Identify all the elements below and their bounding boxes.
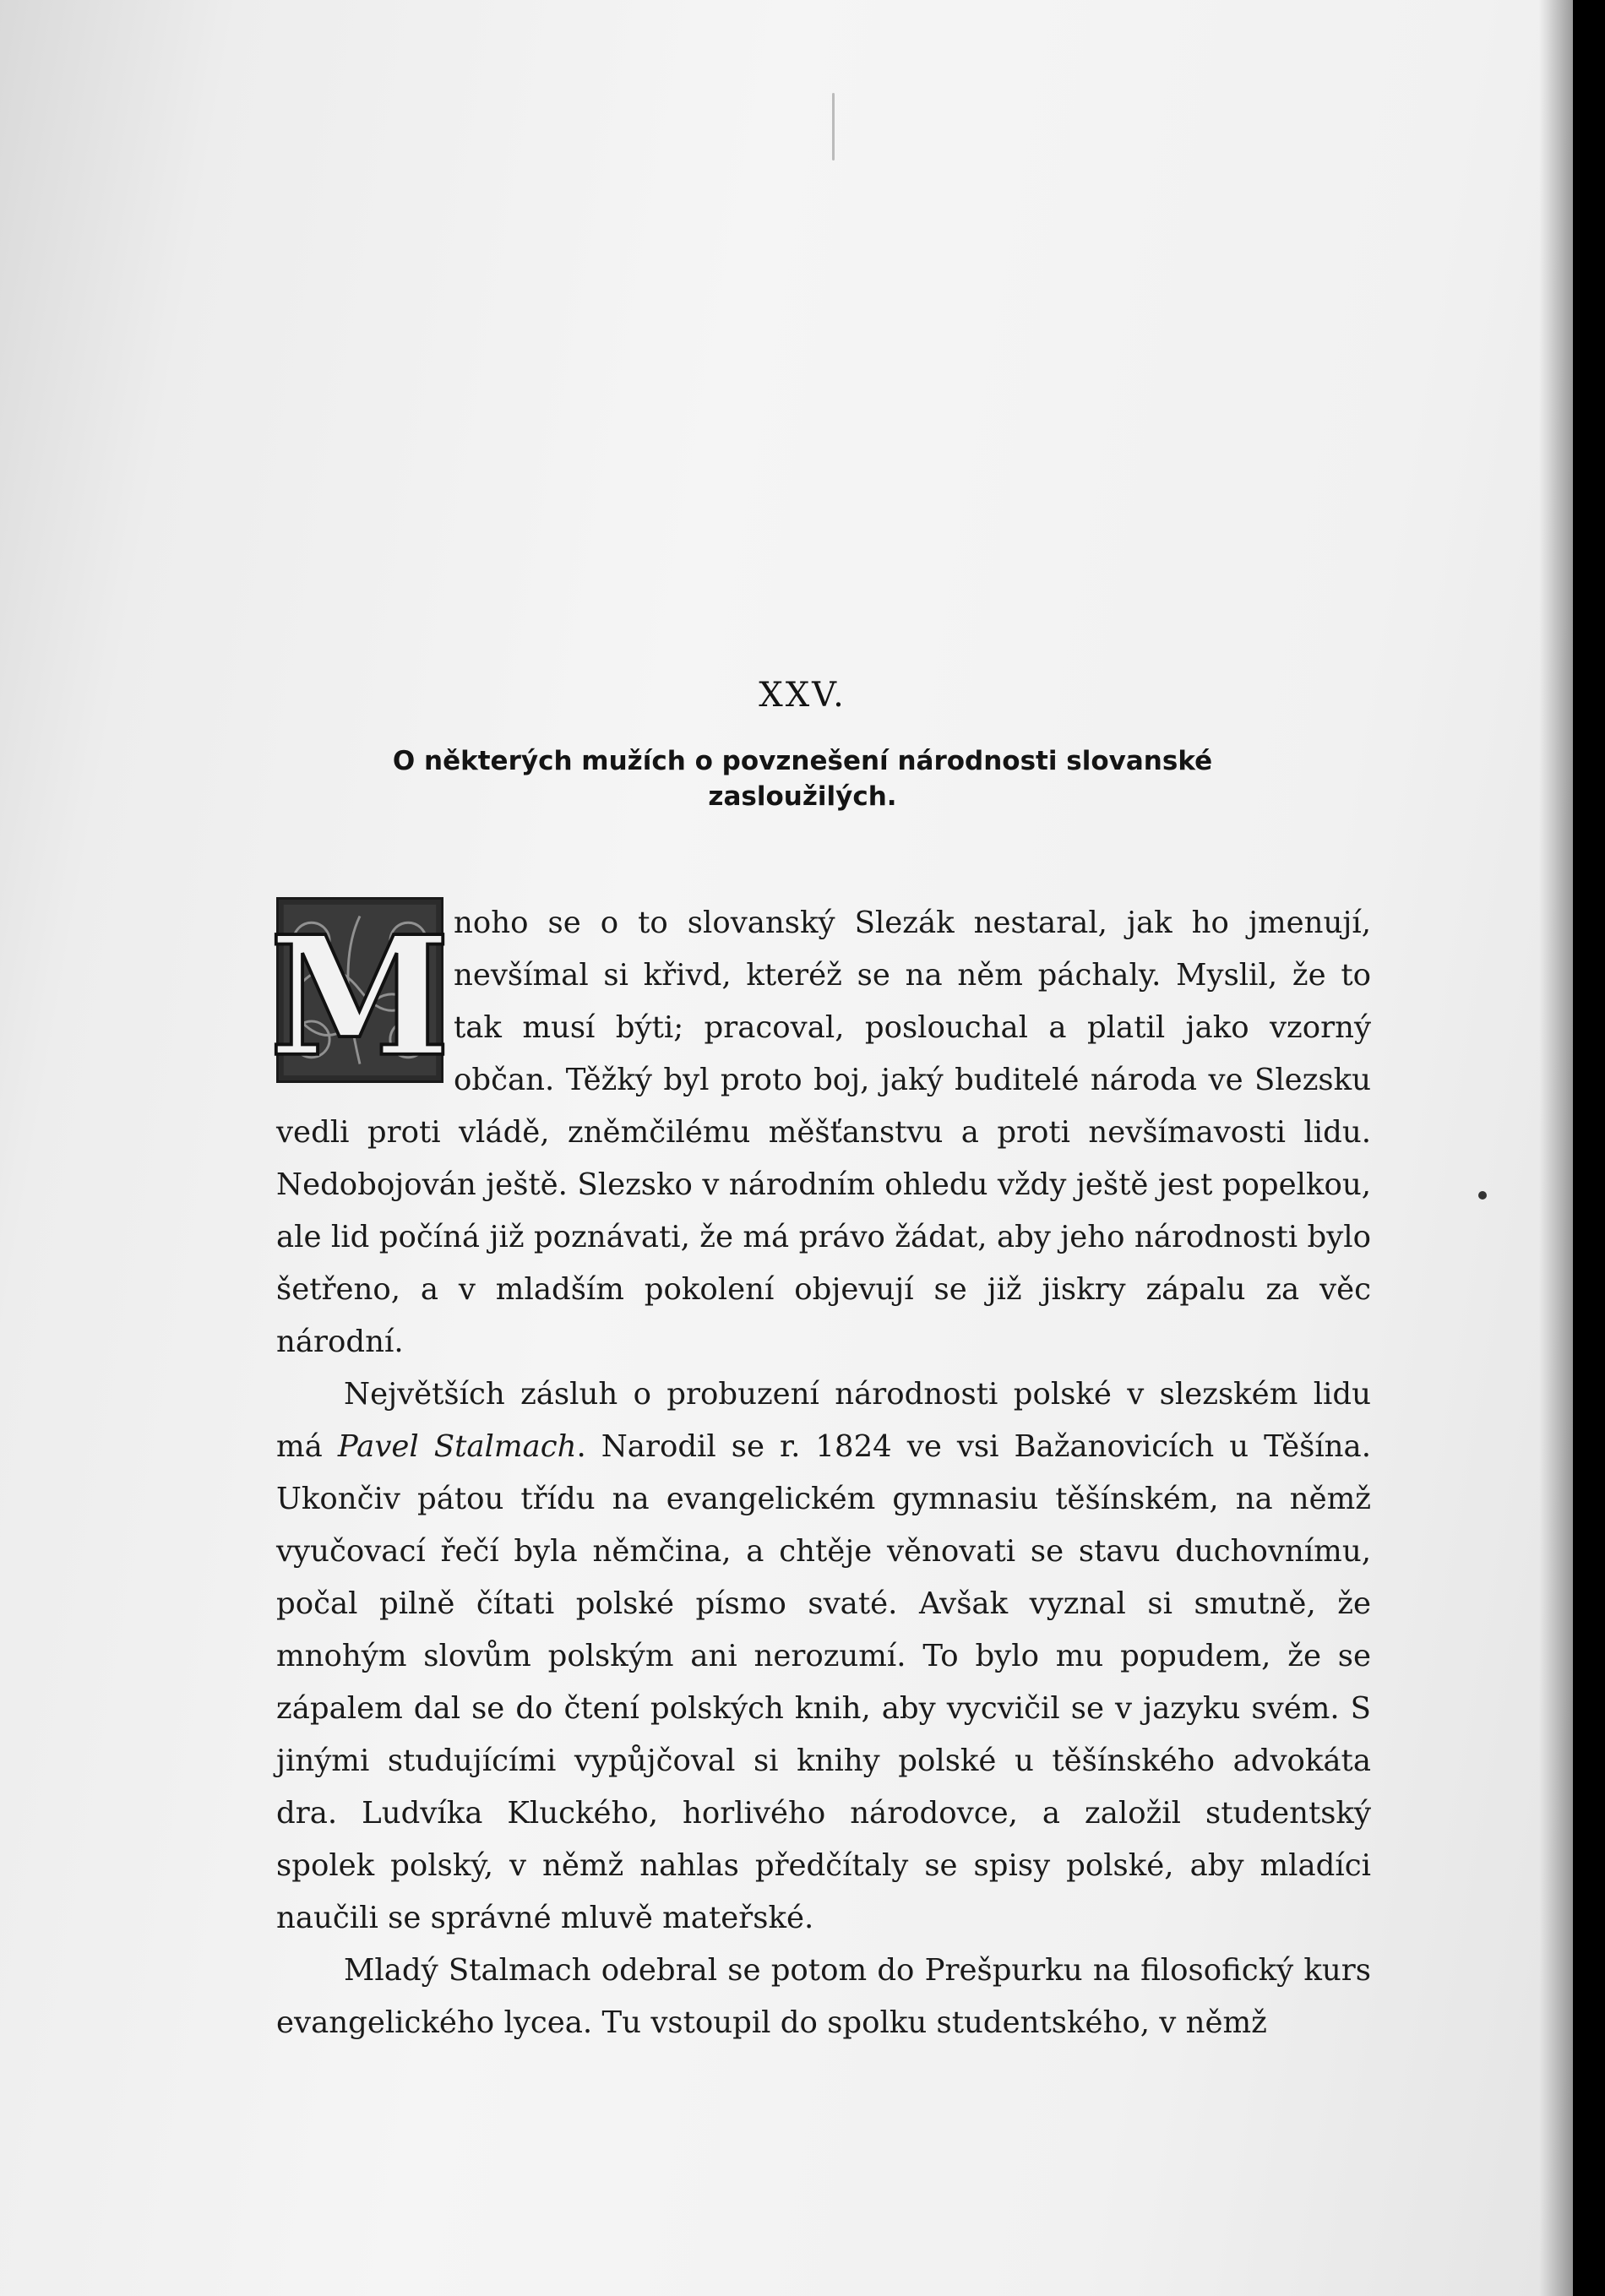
ornament-icon (269, 900, 451, 1093)
person-name: Pavel Stalmach (337, 1429, 577, 1464)
chapter-number: XXV. (759, 676, 846, 715)
paragraph-1 (269, 897, 1371, 1368)
paragraph-2 (276, 1368, 1371, 1945)
paragraph-3 (276, 1945, 1371, 2049)
paragraph-3-text: Mladý Stalmach odebral se potom do Prešpurku na filosofický kurs evangelického lycea. Tu vstoupil do spolku studentského, v němž (276, 1953, 1371, 2040)
paragraph-1-text: noho se o to slovanský Slezák nestaral, jak ho jmenují, nevšímal si křivd, kteréž se na něm páchaly. Myslil, že to tak musí býti; pracoval, poslouchal a platil jako vzorný občan. Těžký byl proto boj, jaký buditelé národa ve Slezsku vedli proti vládě, zněmčilému měšťanstvu a proti nevšímavosti lidu. Nedobojován ještě. Slezsko v národním ohledu vždy ještě jest popelkou, ale lid počíná již poznávati, že má právo žádat, aby jeho národnosti bylo šetřeno, a v mladším pokolení objevují se již jiskry zápalu za věc národní. (276, 906, 1371, 1359)
paragraph-2-lead: Největších zásluh o probuzení národnosti polské v slezském lidu má (276, 1377, 1371, 1464)
scan-speck (1478, 1191, 1487, 1200)
ornamental-initial (269, 897, 451, 1093)
page-edge-shadow (1539, 0, 1573, 2296)
svg-text:M: M (269, 900, 451, 1093)
body-text (269, 897, 1371, 2049)
chapter-title: O některých mužích o povznešení národnosti slovanské zasloužilých. (392, 746, 1213, 812)
paragraph-2-rest: . Narodil se r. 1824 ve vsi Bažanovicích u Těšína. Ukončiv pátou třídu na evangelickém gymnasiu těšínském, na němž vyučovací řečí byla němčina, a chtěje věnovati se stavu duchovnímu, počal pilně čítati polské písmo svaté. Avšak vyznal si smutně, že mnohým slovům polským ani nerozumí. To bylo mu popudem, že se zápalem dal se do čtení polských knih, aby vycvičil se v jazyku svém. S jinými studujícími vypůjčoval si knihy polské u těšínského advokáta dra. Ludvíka Kluckého, horlivého národovce, a založil studentský spolek polský, v němž nahlas předčítaly se spisy polské, aby mladíci naučili se správné mluvě mateřské. (276, 1429, 1371, 1935)
scan-speck (832, 93, 835, 161)
